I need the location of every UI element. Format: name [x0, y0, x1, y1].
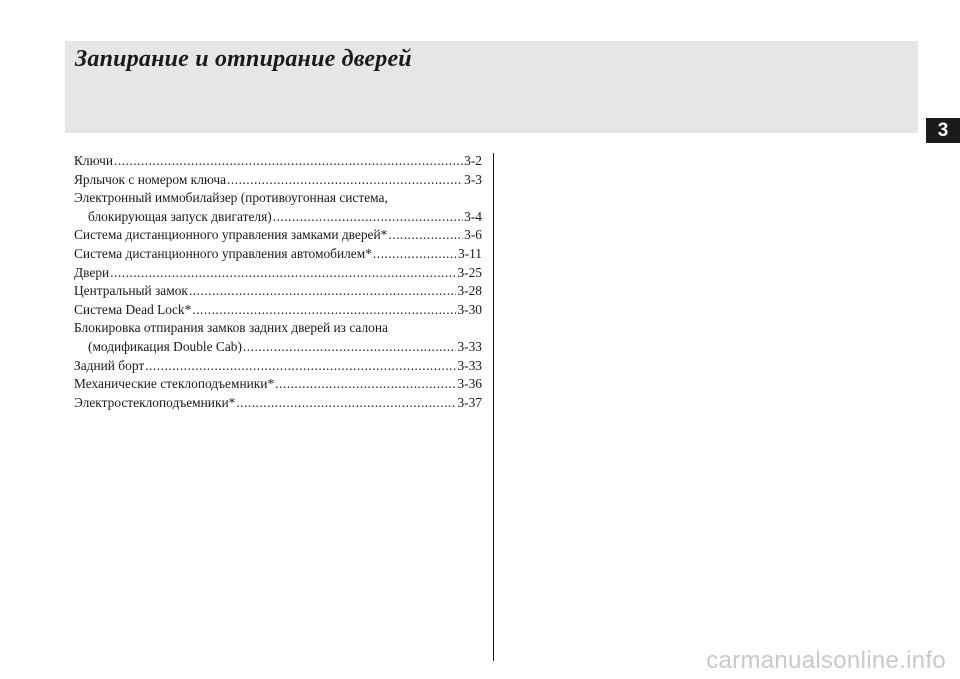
toc-dot-leader [145, 357, 456, 376]
toc-entry[interactable] [74, 245, 482, 264]
toc-entry[interactable] [74, 152, 482, 171]
toc-dot-leader [388, 226, 463, 245]
toc-entry[interactable] [74, 375, 482, 394]
toc-entry-title: Механические стеклоподъемники* [74, 376, 275, 392]
toc-entry-title: Двери [74, 264, 110, 280]
toc-page-number: 3-36 [457, 376, 482, 392]
toc-line [74, 226, 482, 245]
toc-page-number: 3-30 [457, 301, 482, 317]
toc-entry[interactable] [74, 171, 482, 190]
toc-entry[interactable] [74, 394, 482, 413]
toc-line [74, 189, 482, 208]
toc-entry-title: Центральный замок [74, 283, 188, 299]
toc-dot-leader [373, 245, 457, 264]
toc-page-number: 3-25 [457, 264, 482, 280]
toc-page-number: 3-37 [457, 394, 482, 410]
toc-dot-leader [114, 152, 463, 171]
table-of-contents [74, 152, 482, 412]
toc-entry[interactable] [74, 282, 482, 301]
toc-entry[interactable] [74, 319, 482, 356]
toc-entry-title: Система дистанционного управления автомобилем* [74, 245, 372, 261]
toc-entry-title: Электронный иммобилайзер (противоугонная система, [74, 190, 388, 206]
toc-entry-title: Система Dead Lock* [74, 301, 192, 317]
toc-dot-leader [110, 264, 456, 283]
toc-entry[interactable] [74, 226, 482, 245]
watermark: carmanualsonline.info [706, 647, 946, 674]
toc-entry[interactable] [74, 357, 482, 376]
toc-line [74, 338, 482, 357]
chapter-title: Запирание и отпирание дверей [75, 46, 412, 72]
toc-line [74, 171, 482, 190]
toc-page-number: 3-11 [457, 245, 482, 261]
toc-dot-leader [243, 338, 457, 357]
toc-entry-title: Задний борт [74, 357, 145, 373]
toc-line [74, 394, 482, 413]
toc-entry[interactable] [74, 301, 482, 320]
toc-dot-leader [189, 282, 457, 301]
toc-entry[interactable] [74, 189, 482, 226]
toc-page-number: 3-33 [457, 338, 482, 354]
toc-entry[interactable] [74, 264, 482, 283]
toc-line [74, 264, 482, 283]
chapter-number-tab: 3 [926, 118, 960, 143]
toc-entry-title: Ключи [74, 153, 114, 168]
toc-dot-leader [192, 301, 456, 320]
toc-line [74, 301, 482, 320]
toc-line [74, 319, 482, 338]
column-divider [493, 153, 494, 661]
toc-dot-leader [275, 375, 456, 394]
toc-page-number: 3-6 [464, 227, 482, 243]
toc-dot-leader [227, 171, 463, 190]
toc-dot-leader [273, 208, 463, 227]
chapter-header-band [65, 41, 918, 133]
toc-entry-title: Ярлычок с номером ключа [74, 171, 227, 187]
toc-entry-title: Электростеклоподъемники* [74, 394, 236, 410]
toc-page-number: 3-3 [464, 171, 482, 187]
toc-line [74, 245, 482, 264]
toc-line [74, 208, 482, 227]
toc-entry-title: Система дистанционного управления замками дверей* [74, 227, 388, 243]
toc-entry-title: Блокировка отпирания замков задних дверей из салона [74, 320, 388, 336]
toc-entry-title: блокирующая запуск двигателя) [88, 208, 272, 224]
toc-line [74, 282, 482, 301]
toc-page-number: 3-2 [464, 153, 482, 168]
toc-dot-leader [236, 394, 456, 413]
toc-entry-title: (модификация Double Cab) [88, 338, 242, 354]
toc-line [74, 152, 482, 171]
toc-page-number: 3-33 [457, 357, 482, 373]
toc-line [74, 357, 482, 376]
toc-line [74, 375, 482, 394]
toc-page-number: 3-28 [457, 283, 482, 299]
toc-page-number: 3-4 [464, 208, 482, 224]
